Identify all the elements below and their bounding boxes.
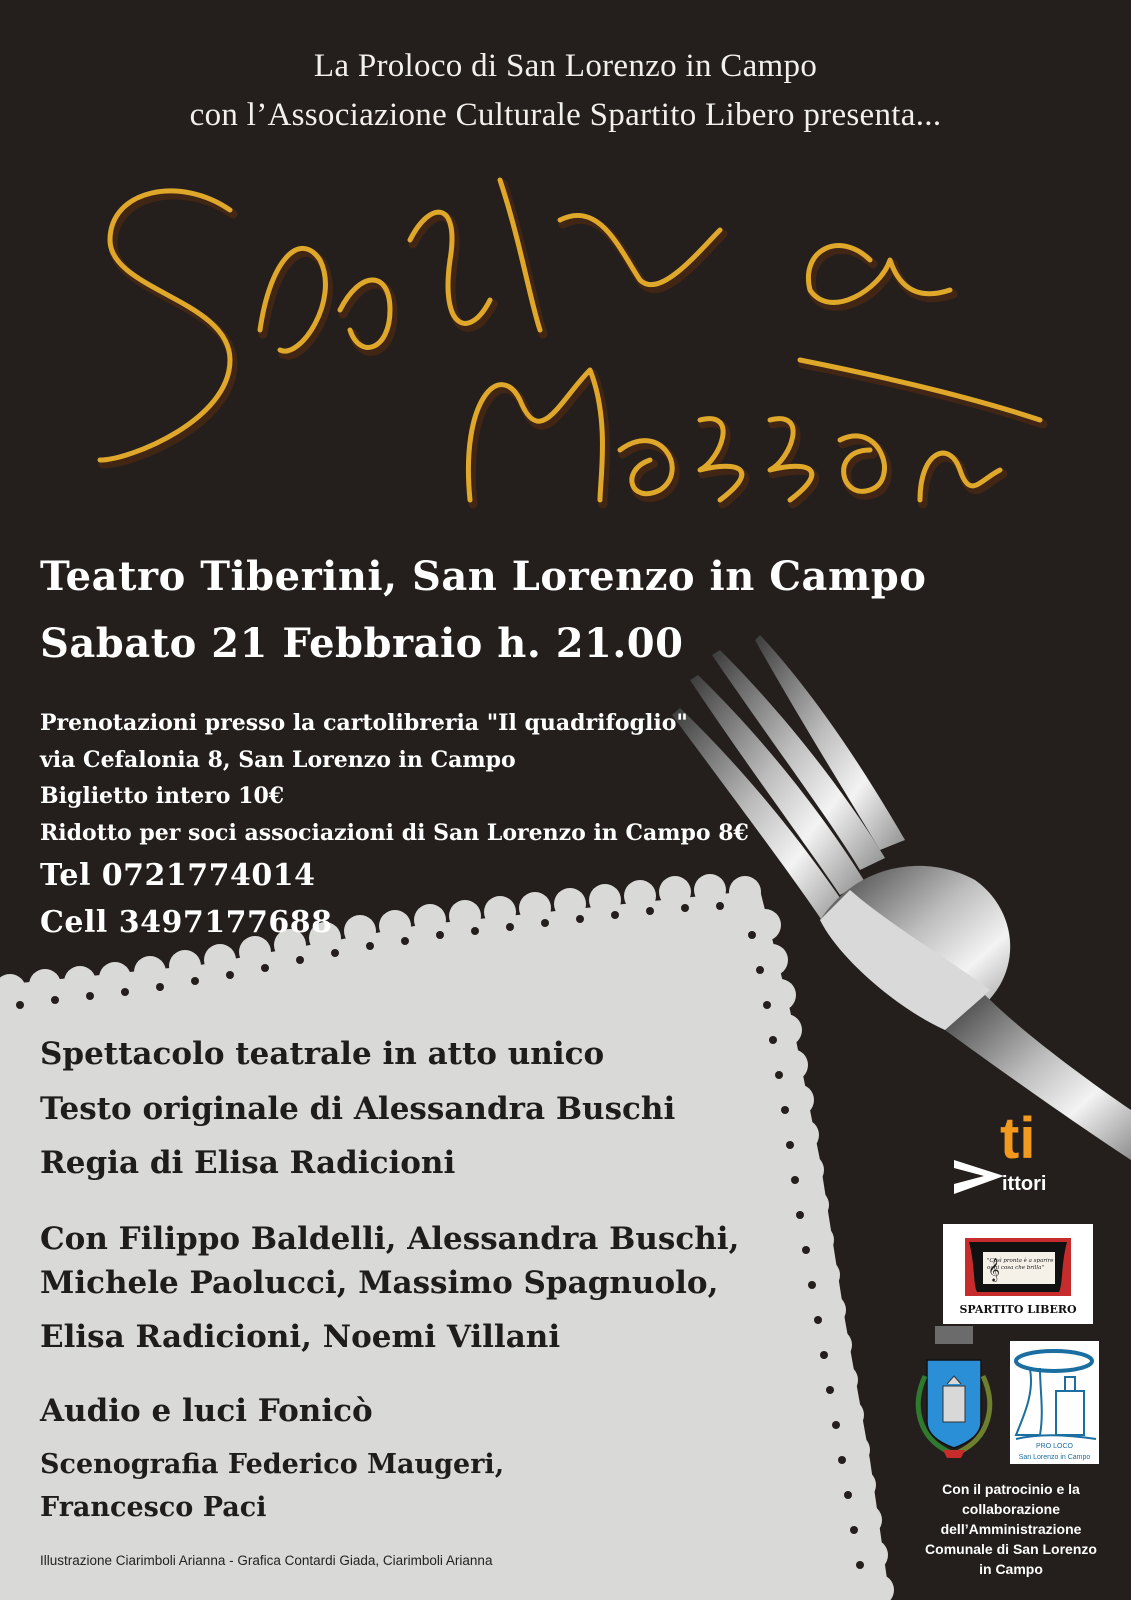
credit-cast-1: Con Filippo Baldelli, Alessandra Buschi, (40, 1221, 740, 1257)
patronage-note: Con il patrocinio e la collaborazione dell’Amministrazione Comunale di San Lorenzo in Campo (925, 1481, 1097, 1577)
credit-cast-2: Michele Paolucci, Massimo Spagnuolo, (40, 1265, 719, 1301)
title-spaghetti (100, 180, 1043, 504)
svg-text:𝄞: 𝄞 (988, 1257, 1000, 1281)
proloco-logo (1010, 1341, 1099, 1464)
vittori-mark-icon (952, 1108, 1082, 1208)
spartito-libero-logo (943, 1224, 1093, 1324)
credit-audio: Audio e luci Fonicò (40, 1393, 373, 1429)
credit-scenography-1: Scenografia Federico Maugeri, (40, 1449, 505, 1480)
intro-line-1: La Proloco di San Lorenzo in Campo (313, 48, 818, 84)
credit-scenography-2: Francesco Paci (40, 1492, 267, 1523)
municipality-crest (905, 1326, 1003, 1464)
booking-line-2: via Cefalonia 8, San Lorenzo in Campo (40, 747, 516, 773)
phone-number: Tel 0721774014 (40, 858, 316, 893)
booking-line-3: Biglietto intero 10€ (40, 783, 285, 809)
proloco-label: PRO LOCO (1036, 1443, 1073, 1450)
ti-wordmark: ti (1000, 1108, 1036, 1171)
booking-line-4: Ridotto per soci associazioni di San Lorenzo in Campo 8€ (40, 820, 749, 846)
intro-line-2: con l’Associazione Culturale Spartito Libero presenta... (189, 97, 942, 133)
spartito-quote: "Così pronta è a sparire ogni cosa che brilla" (987, 1258, 1054, 1271)
crest-icon (905, 1326, 1003, 1460)
illustration-credit: Illustrazione Ciarimboli Arianna - Grafica Contardi Giada, Ciarimboli Arianna (40, 1553, 493, 1568)
booking-line-1: Prenotazioni presso la cartolibreria "Il quadrifoglio" (40, 710, 688, 736)
cell-number: Cell 3497177688 (40, 905, 333, 940)
spartito-label: SPARTITO LIBERO (959, 1303, 1077, 1316)
credit-show: Spettacolo teatrale in atto unico (40, 1036, 605, 1072)
proloco-sublabel: San Lorenzo in Campo (1018, 1454, 1091, 1461)
vittori-logo (952, 1108, 1082, 1212)
credit-cast-3: Elisa Radicioni, Noemi Villani (40, 1319, 561, 1355)
venue-date: Sabato 21 Febbraio h. 21.00 (40, 620, 684, 667)
venue-place: Teatro Tiberini, San Lorenzo in Campo (40, 553, 927, 600)
credit-text: Testo originale di Alessandra Buschi (40, 1091, 676, 1127)
credit-direction: Regia di Elisa Radicioni (40, 1145, 456, 1181)
vittori-wordmark: ittori (1002, 1173, 1047, 1195)
